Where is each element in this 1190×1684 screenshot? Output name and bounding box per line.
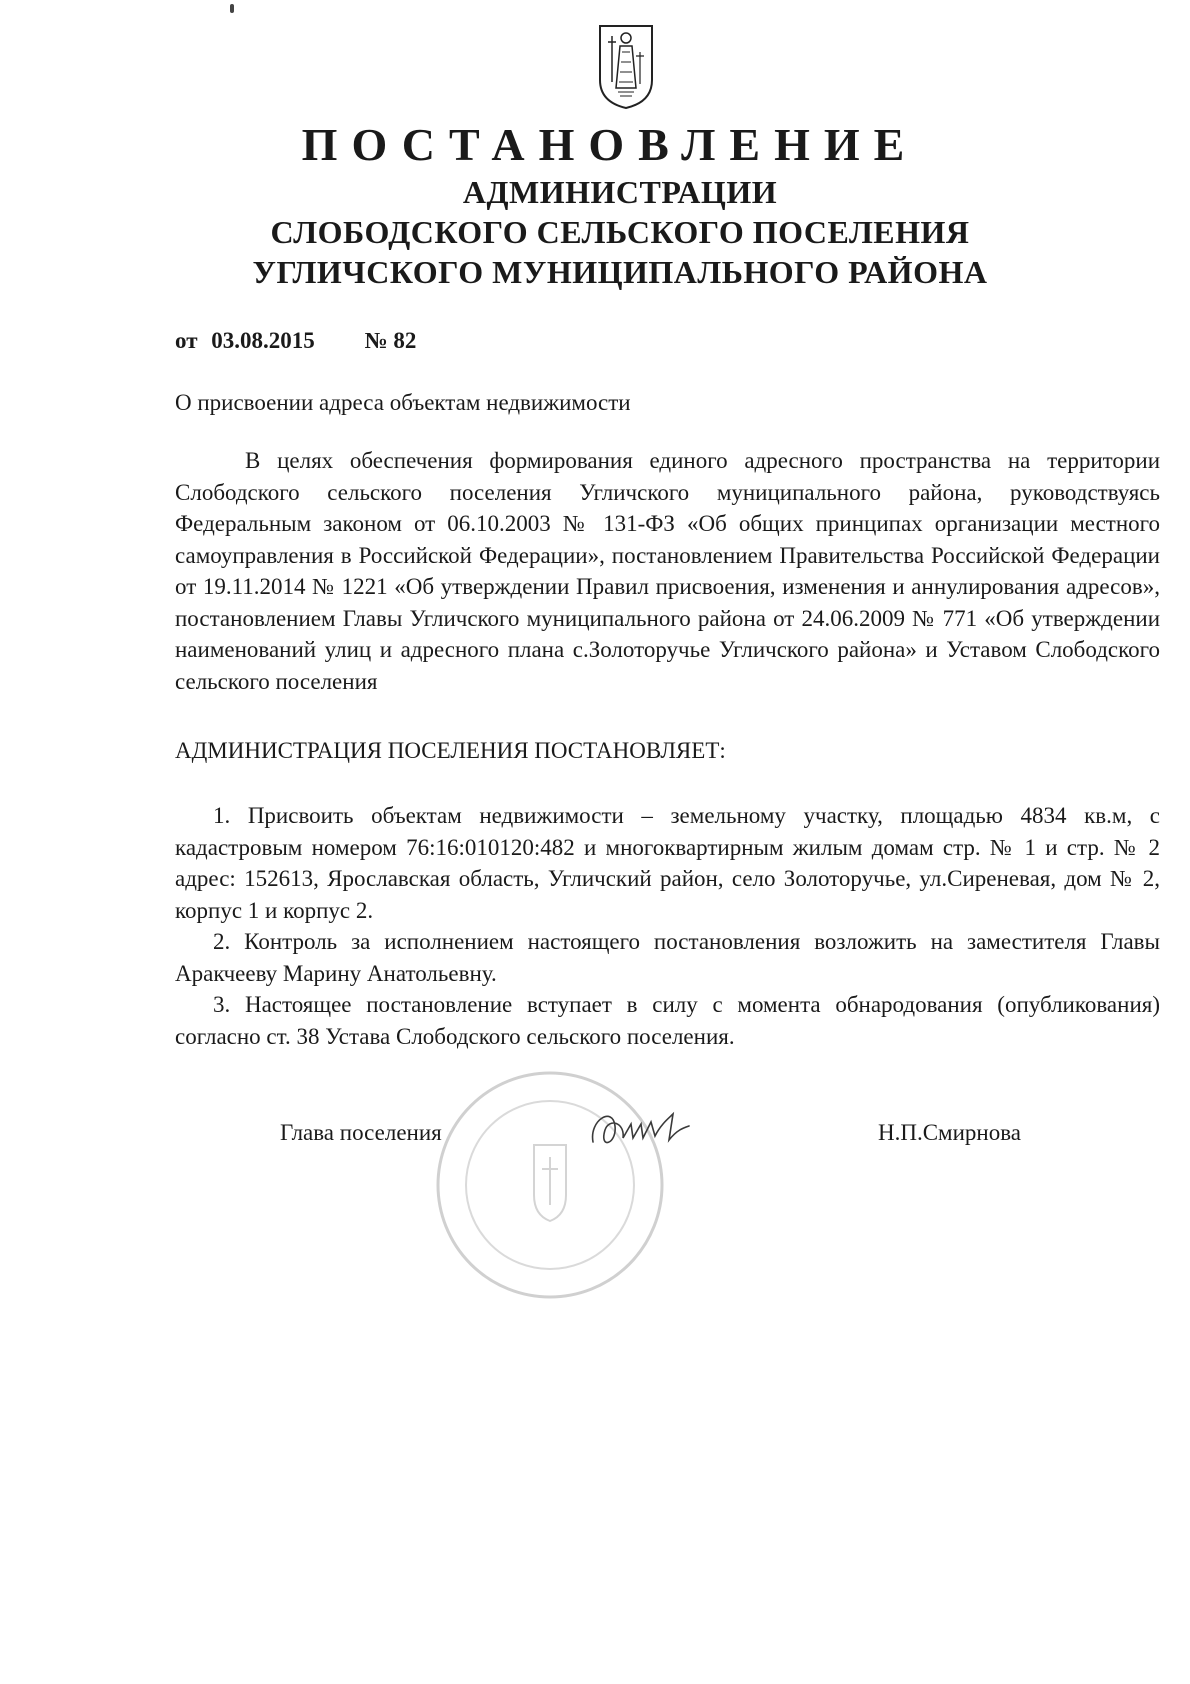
date-prefix: от [175, 328, 198, 353]
coat-of-arms-icon [596, 22, 656, 110]
org-line-3: УГЛИЧСКОГО МУНИЦИПАЛЬНОГО РАЙОНА [252, 254, 988, 290]
signatory-role: Глава поселения [280, 1120, 442, 1145]
preamble-paragraph: В целях обеспечения формирования единого адресного пространства на территории Слободского сельского поселения Угличского муниципального района, руководствуясь Федеральным законом от 06.10.2003 № 131-ФЗ «Об общих принципах организации местного самоуправления в Российской Федерации», постановлением Правительства Российской Федерации от 19.11.2014 № 1221 «Об утверждении Правил присвоения, изменения и аннулирования адресов», постановлением Главы Угличского муниципального района от 24.06.2009 № 771 «Об утверждении наименований улиц и адресного плана с.Золоторучье Угличского района» и Уставом Слободского сельского поселения [175, 448, 1160, 694]
document-title: ПОСТАНОВЛЕНИЕ [301, 119, 919, 170]
decree-item-2: 2. Контроль за исполнением настоящего постановления возложить на заместителя Главы Аракчееву Марину Анатольевну. [175, 929, 1160, 986]
decree-line: АДМИНИСТРАЦИЯ ПОСЕЛЕНИЯ ПОСТАНОВЛЯЕТ: [175, 738, 726, 763]
signature-icon [585, 1100, 695, 1160]
document-number: № 82 [364, 328, 417, 353]
scan-speck [230, 4, 234, 13]
date-line [175, 328, 416, 354]
signatory-name: Н.П.Смирнова [878, 1120, 1021, 1145]
org-line-1: АДМИНИСТРАЦИИ [462, 174, 778, 210]
decree-items [175, 800, 1160, 1052]
org-line-2: СЛОБОДСКОГО СЕЛЬСКОГО ПОСЕЛЕНИЯ [270, 214, 970, 250]
decree-item-3: 3. Настоящее постановление вступает в силу с момента обнародования (опубликования) согласно ст. 38 Устава Слободского сельского поселения. [175, 992, 1160, 1049]
document-date: 03.08.2015 [211, 328, 315, 353]
decree-item-1: 1. Присвоить объектам недвижимости – земельному участку, площадью 4834 кв.м, с кадастровым номером 76:16:010120:482 и многоквартирным жилым домам стр. № 1 и стр. № 2 адрес: 152613, Ярославская область, Угличский район, село Золоторучье, ул.Сиреневая, дом № 2, корпус 1 и корпус 2. [175, 803, 1160, 923]
document-subject: О присвоении адреса объектам недвижимости [175, 390, 631, 415]
